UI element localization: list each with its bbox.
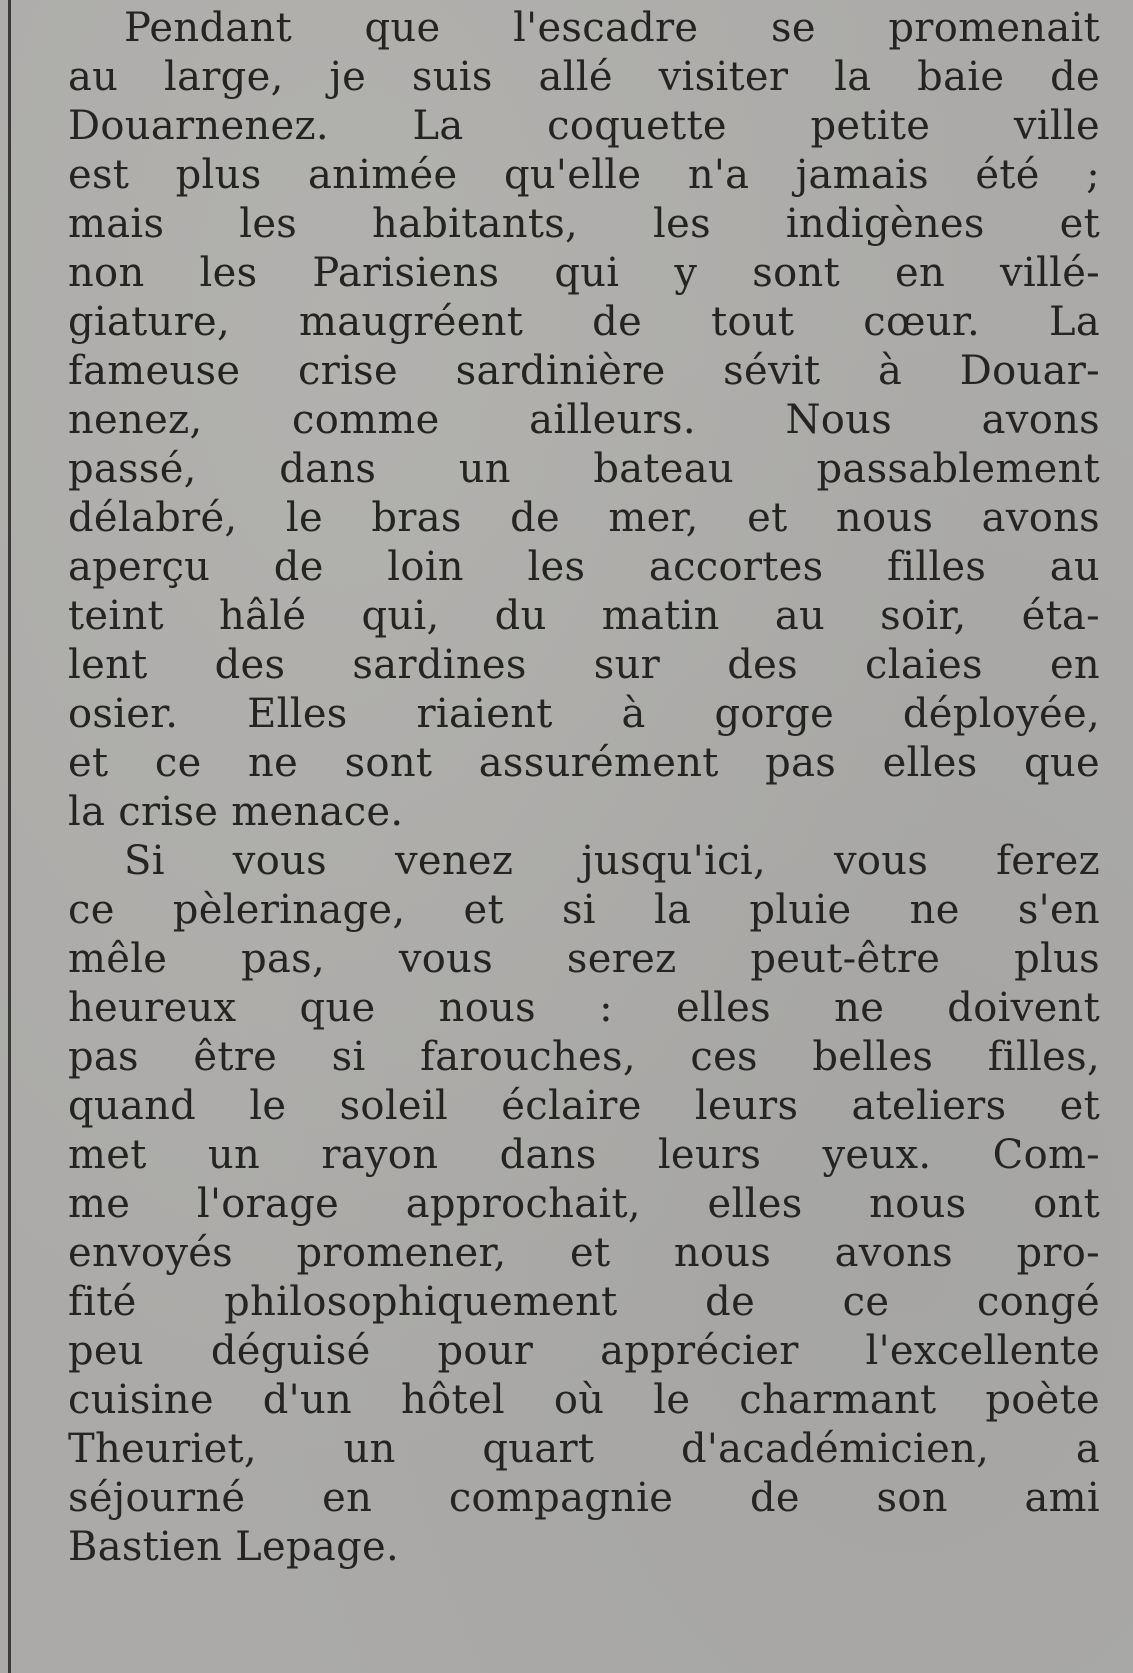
text-line: ce pèlerinage, et si la pluie ne s'en xyxy=(68,887,1100,933)
text-line: nenez, comme ailleurs. Nous avons xyxy=(68,397,1100,443)
text-line: au large, je suis allé visiter la baie de xyxy=(68,54,1100,100)
text-line: pas être si farouches, ces belles filles, xyxy=(68,1034,1100,1080)
text-line: passé, dans un bateau passablement xyxy=(68,446,1100,492)
text-line: la crise menace. xyxy=(68,789,404,835)
text-line: aperçu de loin les accortes filles au xyxy=(68,544,1100,590)
article-column xyxy=(68,0,1100,1673)
text-line: fameuse crise sardinière sévit à Douar- xyxy=(68,348,1100,394)
text-line: délabré, le bras de mer, et nous avons xyxy=(68,495,1100,541)
text-line: quand le soleil éclaire leurs ateliers et xyxy=(68,1083,1100,1129)
text-line: met un rayon dans leurs yeux. Com- xyxy=(68,1132,1100,1178)
text-line: Si vous venez jusqu'ici, vous ferez xyxy=(124,838,1100,884)
text-line: heureux que nous : elles ne doivent xyxy=(68,985,1100,1031)
text-line: mais les habitants, les indigènes et xyxy=(68,201,1100,247)
text-line: peu déguisé pour apprécier l'excellente xyxy=(68,1328,1100,1374)
text-line: Theuriet, un quart d'académicien, a xyxy=(68,1426,1100,1472)
column-rule xyxy=(8,0,11,1673)
text-line: non les Parisiens qui y sont en villé- xyxy=(68,250,1100,296)
text-line: me l'orage approchait, elles nous ont xyxy=(68,1181,1100,1227)
text-line: fité philosophiquement de ce congé xyxy=(68,1279,1100,1325)
text-line: cuisine d'un hôtel où le charmant poète xyxy=(68,1377,1100,1423)
text-line: séjourné en compagnie de son ami xyxy=(68,1475,1100,1521)
text-line: envoyés promener, et nous avons pro- xyxy=(68,1230,1100,1276)
text-line: mêle pas, vous serez peut-être plus xyxy=(68,936,1100,982)
text-line: osier. Elles riaient à gorge déployée, xyxy=(68,691,1100,737)
text-line: est plus animée qu'elle n'a jamais été ; xyxy=(68,152,1100,198)
text-line: et ce ne sont assurément pas elles que xyxy=(68,740,1100,786)
text-line: teint hâlé qui, du matin au soir, éta- xyxy=(68,593,1100,639)
text-line: Pendant que l'escadre se promenait xyxy=(124,5,1100,51)
text-line: giature, maugréent de tout cœur. La xyxy=(68,299,1100,345)
text-line: lent des sardines sur des claies en xyxy=(68,642,1100,688)
text-line: Douarnenez. La coquette petite ville xyxy=(68,103,1100,149)
text-line: Bastien Lepage. xyxy=(68,1524,399,1570)
